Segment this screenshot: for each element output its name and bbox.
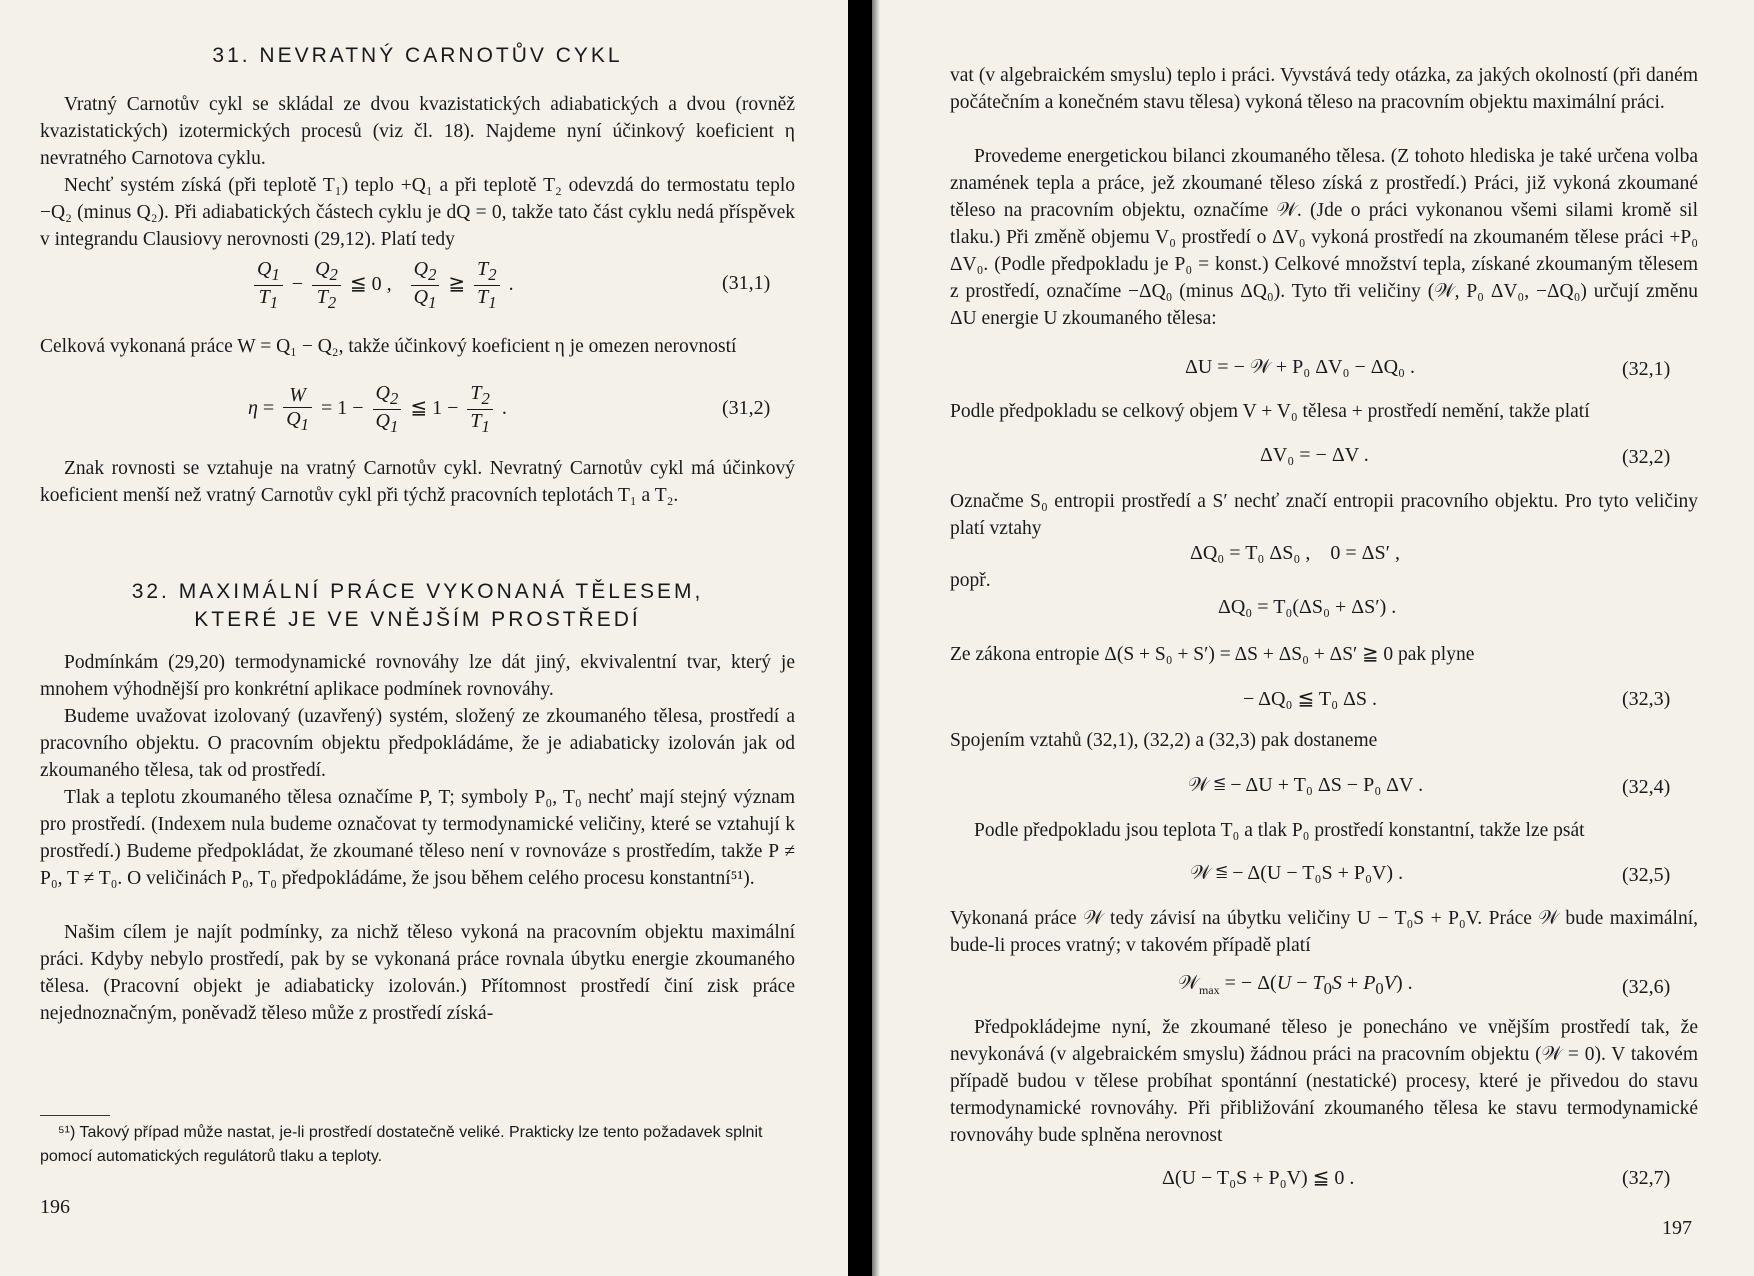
equation-number: (31,1) — [722, 272, 771, 294]
footnote: ⁵¹) Takový případ může nastat, je-li prostředí dostatečně veliké. Prakticky lze tento požadavek splnit pomocí automatických regulátorů tlaku a teploty. — [40, 1124, 763, 1165]
equation-number: (32,4) — [1622, 776, 1671, 798]
equation-number: (32,5) — [1622, 864, 1671, 886]
equation-number: (32,7) — [1622, 1167, 1671, 1189]
paragraph: vat (v algebraickém smyslu) teplo i práci. Vyvstává tedy otázka, za jakých okolností (při daném počátečním a konečném stavu tělesa) vykoná těleso na pracovním objektu maximální práci. — [950, 65, 1698, 113]
equation-31-1: $\frac{Q_1}{T_1}$ − $\frac{Q_2}{T_2}$ ≦ 0 , $\frac{Q_2}{Q_1}$ ≧ $\frac{T_2}{T_1}$ . — [250, 258, 514, 313]
paragraph: Ze zákona entropie Δ(S + S₀ + S′) = ΔS + ΔS₀ + ΔS′ ≧ 0 pak plyne — [950, 644, 1475, 665]
equation-32-2: ΔV₀ = − ΔV . — [1260, 444, 1369, 466]
equation-number: (32,1) — [1622, 358, 1671, 380]
paragraph: Vratný Carnotův cykl se skládal ze dvou kvazistatických adiabatických a dvou (rovněž kvazistatických) izotermických procesů (viz čl. 18). Najdeme nyní účinkový koeficient η nevratného Carnotova cyklu. — [40, 94, 795, 169]
equation-number: (31,2) — [722, 397, 771, 419]
paragraph: Podle předpokladu se celkový objem V + V₀ tělesa + prostředí nemění, takže platí — [950, 401, 1590, 422]
equation-entropy-sum: ΔQ₀ = T₀(ΔS₀ + ΔS′) . — [1218, 596, 1397, 618]
paragraph: Označme S₀ entropii prostředí a S′ nechť značí entropii pracovního objektu. Pro tyto veličiny platí vztahy — [950, 491, 1698, 539]
paragraph: Spojením vztahů (32,1), (32,2) a (32,3) pak dostaneme — [950, 730, 1378, 751]
paragraph: Podmínkám (29,20) termodynamické rovnováhy lze dát jiný, ekvivalentní tvar, který je mnohem výhodnější pro konkrétní aplikace podmínek rovnováhy. — [40, 652, 795, 700]
equation-number: (32,3) — [1622, 688, 1671, 710]
equation-number: (32,2) — [1622, 446, 1671, 468]
text-popr: popř. — [950, 570, 991, 591]
section-31-title: 31. NEVRATNÝ CARNOTŮV CYKL — [212, 44, 623, 67]
page-number: 197 — [1662, 1217, 1692, 1239]
book-spine — [848, 0, 872, 1276]
page-number: 196 — [40, 1196, 70, 1218]
paragraph: Celková vykonaná práce W = Q₁ − Q₂, takže účinkový koeficient η je omezen nerovností — [40, 336, 737, 357]
equation-32-5: 𝒲 ≦ − Δ(U − T₀S + P₀V) . — [1190, 862, 1404, 884]
section-32-title-line1: 32. MAXIMÁLNÍ PRÁCE VYKONANÁ TĚLESEM, — [131, 580, 704, 603]
equation-32-3: − ΔQ₀ ≦ T₀ ΔS . — [1243, 688, 1378, 710]
paragraph: Vykonaná práce 𝒲 tedy závisí na úbytku veličiny U − T₀S + P₀V. Práce 𝒲 bude maximální, bude-li proces vratný; v takovém případě platí — [950, 908, 1698, 956]
equation-32-6: 𝒲$_{max}$ = − $\Delta(U - T_0S + P_0V)$ . — [1178, 972, 1413, 998]
paragraph: Provedeme energetickou bilanci zkoumaného tělesa. (Z tohoto hlediska je také určena volba znamének tepla a práce, jež zkoumané těleso získá z prostředí.) Práci, již vykoná zkoumané těleso na pracovním objektu, označíme 𝒲. (Jde o práci vykonanou všemi silami kromě sil tlaku.) Při změně objemu V₀ prostředí o ΔV₀ vykoná prostředí na zkoumaném tělese práci +P₀ ΔV₀. (Podle předpokladu je P₀ = konst.) Celkové množství tepla, získané zkoumaným tělesem z prostředí, označíme −ΔQ₀ (minus ΔQ₀). Tyto tři veličiny (𝒲, P₀ ΔV₀, −ΔQ₀) určují změnu ΔU energie U zkoumaného tělesa: — [950, 146, 1698, 329]
spine-shadow — [872, 0, 880, 1276]
paragraph: Tlak a teplotu zkoumaného tělesa označíme P, T; symboly P₀, T₀ nechť mají stejný význam pro prostředí. (Indexem nula budeme označovat ty termodynamické veličiny, které se vztahují k prostředí.) Budeme předpokládat, že zkoumané těleso není v rovnováze s prostředím, takže P ≠ P₀, T ≠ T₀. O veličinách P₀, T₀ předpokládáme, že jsou během celého procesu konstantní⁵¹). — [40, 787, 795, 889]
paragraph: Znak rovnosti se vztahuje na vratný Carnotův cykl. Nevratný Carnotův cykl má účinkový koeficient menší než vratný Carnotův cykl při týchž pracovních teplotách T₁ a T₂. — [40, 458, 795, 506]
equation-number: (32,6) — [1622, 976, 1671, 998]
equation-32-7: Δ(U − T₀S + P₀V) ≦ 0 . — [1162, 1167, 1355, 1189]
paragraph: Podle předpokladu jsou teplota T₀ a tlak P₀ prostředí konstantní, takže lze psát — [974, 820, 1585, 841]
paragraph: Nechť systém získá (při teplotě T₁) teplo +Q₁ a při teplotě T₂ odevzdá do termostatu teplo −Q₂ (minus Q₂). Při adiabatických částech cyklu je dQ = 0, takže tato část cyklu nedá příspěvek v integrandu Clausiovy nerovnosti (29,12). Platí tedy — [40, 175, 795, 250]
section-32-title-line2: KTERÉ JE VE VNĚJŠÍM PROSTŘEDÍ — [194, 608, 641, 631]
paragraph: Předpokládejme nyní, že zkoumané těleso je ponecháno ve vnějším prostředí tak, že nevykonává (v algebraickém smyslu) žádnou práci na pracovním objektu (𝒲 = 0). V takovém případě budou v tělese probíhat spontánní (nestatické) procesy, které je přivedou do stavu termodynamické rovnováhy. Při přibližování zkoumaného tělesa ke stavu termodynamické rovnováhy bude splněna nerovnost — [950, 1017, 1698, 1146]
equation-31-2: η = $\frac{W}{Q_1}$ = 1 − $\frac{Q_2}{Q_1}$ ≦ 1 − $\frac{T_2}{T_1}$ . — [248, 382, 507, 436]
equation-32-4: 𝒲 ≦ − ΔU + T₀ ΔS − P₀ ΔV . — [1188, 774, 1424, 796]
footnote-rule — [40, 1115, 110, 1116]
equation-entropy-relations: ΔQ₀ = T₀ ΔS₀ , 0 = ΔS′ , — [1190, 542, 1400, 564]
paragraph: Budeme uvažovat izolovaný (uzavřený) systém, složený ze zkoumaného tělesa, prostředí a pracovního objektu. O pracovním objektu předpokládáme, že je adiabaticky izolován jak od zkoumaného tělesa, tak od prostředí. — [40, 706, 795, 781]
equation-32-1: ΔU = − 𝒲 + P₀ ΔV₀ − ΔQ₀ . — [1185, 356, 1416, 378]
paragraph: Našim cílem je najít podmínky, za nichž těleso vykoná na pracovním objektu maximální práci. Kdyby nebylo prostředí, pak by se vykonaná práce rovnala úbytku energie zkoumaného tělesa. (Pracovní objekt je adiabaticky izolován.) Přítomnost prostředí činí zisk práce nejednoznačným, poněvadž těleso může z prostředí získá- — [40, 922, 795, 1024]
